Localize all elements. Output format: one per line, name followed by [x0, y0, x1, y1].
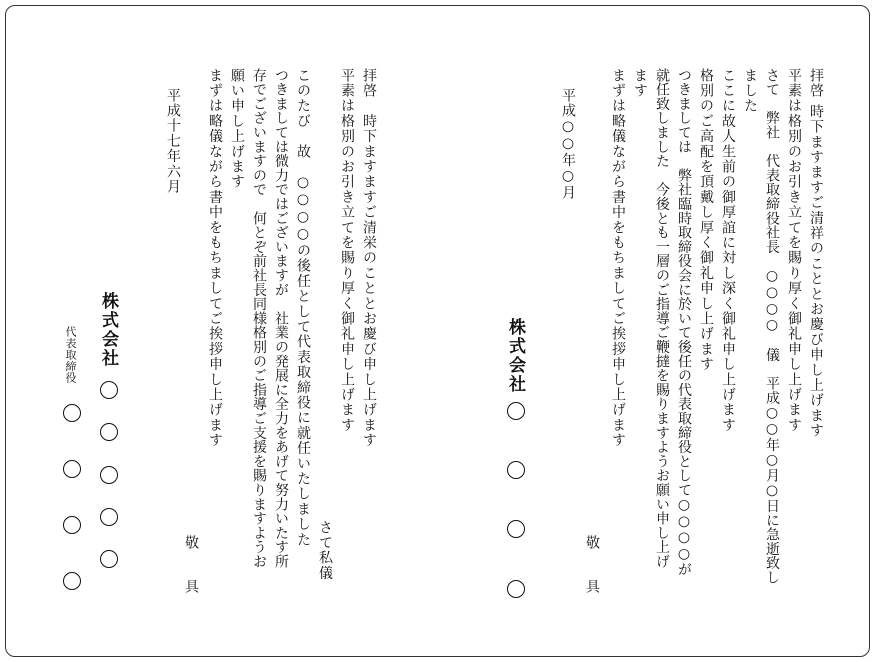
right-line-10: まずは略儀ながら書中をもちましてご挨拶申し上げます — [610, 68, 626, 448]
right-closing: 敬 具 — [584, 535, 600, 601]
right-seal-circle-1 — [507, 402, 525, 420]
left-line-4: このたび 故 ○○○○の後任として代表取締役に就任いたしました — [295, 68, 311, 548]
left-line-2: 平素は格別のお引き立てを賜り厚く御礼申し上げます — [339, 68, 355, 433]
left-closing: 敬 具 — [183, 535, 199, 601]
left-company: 株式会社 — [98, 292, 118, 368]
left-title-seal-circle-3 — [63, 516, 81, 534]
right-company: 株式会社 — [505, 318, 525, 394]
right-seal-circle-3 — [507, 520, 525, 538]
right-line-6: 格別のご高配を頂戴し厚く御礼申し上げます — [698, 68, 714, 372]
right-seal-circle-4 — [507, 580, 525, 598]
left-line-5: つきましては微力ではございますが 社業の発展に全力をあげて努力いたす所 — [273, 68, 289, 569]
left-company-seal-circle-4 — [100, 508, 118, 526]
right-date: 平成○○年○月 — [560, 88, 576, 201]
right-line-5: ここに故人生前の御厚誼に対し深く御礼申し上げます — [720, 68, 736, 433]
left-title: 代表取締役 — [64, 326, 77, 384]
left-line-6: 存でございますので 何とぞ前社長同様格別のご指導ご支援を賜りますようお — [251, 68, 267, 569]
left-company-seal-circle-2 — [100, 423, 118, 441]
left-title-seal-circle-1 — [63, 404, 81, 422]
right-line-9: ます — [632, 68, 648, 99]
right-line-3: さて 弊社 代表取締役社長 ○○○○ 儀 平成○○年○月○日に急逝致し — [764, 68, 780, 585]
left-line-1: 拝啓 時下ますますご清栄のこととお慶び申し上げます — [361, 68, 377, 448]
right-seal-circle-2 — [507, 461, 525, 479]
right-line-2: 平素は格別のお引き立てを賜り厚く御礼申し上げます — [786, 68, 802, 433]
left-company-seal-circle-3 — [100, 466, 118, 484]
right-line-7: つきましては 弊社臨時取締役会に於いて後任の代表取締役として○○○○が — [676, 68, 692, 577]
left-title-seal-circle-4 — [63, 572, 81, 590]
left-company-seal-circle-1 — [100, 381, 118, 399]
left-date: 平成十七年六月 — [165, 88, 181, 195]
left-title-seal-circle-2 — [63, 460, 81, 478]
left-company-seal-circle-5 — [100, 550, 118, 568]
left-line-7: 願い申し上げます — [229, 68, 245, 190]
left-line-3: さて私儀 — [317, 520, 333, 581]
right-line-1: 拝啓 時下ますますご清祥のこととお慶び申し上げます — [808, 68, 824, 439]
right-line-8: 就任致しました 今後とも一層のご指導ご鞭撻を賜りますようお願い申し上げ — [654, 68, 670, 569]
right-line-4: ました — [742, 68, 758, 114]
left-line-8: まずは略儀ながら書中をもちましてご挨拶申し上げます — [207, 68, 223, 448]
